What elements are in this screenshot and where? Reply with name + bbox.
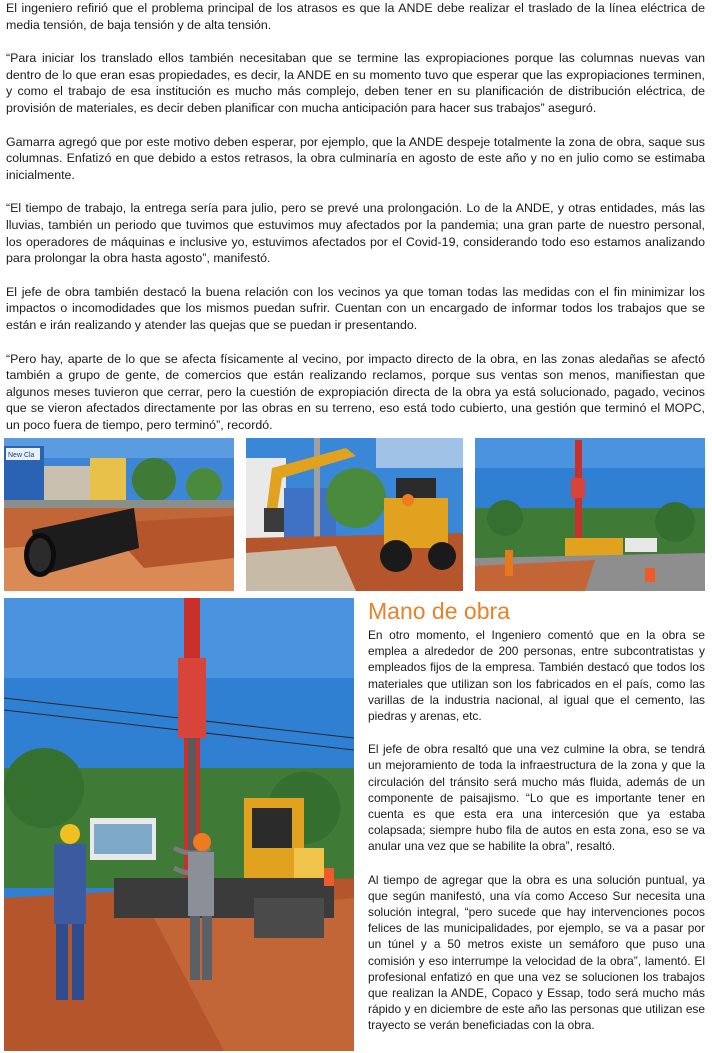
paragraph: En otro momento, el Ingeniero comentó que en la obra se emplea a alrededor de 200 personas, entre subcontratistas y empleados fijos de la empresa. También destacó que todos los materiales que utilizan son los fabricados en el país, como las varillas de la industria nacional, al igual que el cemento, las piedras y arenas, etc. (368, 628, 705, 724)
paragraph: “Pero hay, aparte de lo que se afecta físicamente al vecino, por impacto directo de la obra, en las zonas aledañas se afectó también a grupo de gente, de comercios que están realizando reclamos, porque sus ventas son menos, manifiestan que algunos meses tuvieron que cerrar, pero la cuestión de expropiación directa de la obra ya está solucionado, pagado, vecinos que se vieron afectados directamente por las obras en su terreno, eso está todo cubierto, una gestión que terminó el MOPC, un poco fuera de tiempo, pero terminó”, recordó. (6, 351, 705, 432)
paragraph: “Para iniciar los translado ellos también necesitaban que se termine las expropiaciones porque las columnas nuevas van dentro de lo que eran esas propiedades, es decir, la ANDE en su momento tuvo que esperar que las expropiaciones terminen, y como el trabajo de esa institución es mucho más complejo, deben tener en su planificación de distribución eléctrica, de provisión de materiales, es decir deben planificar con mucha anticipación para hacer sus trabajos” aseguró. (6, 51, 705, 115)
paragraph: El ingeniero refirió que el problema principal de los atrasos es que la ANDE debe realizar el traslado de la línea eléctrica de media tensión, de baja tensión y de alta tensión. (6, 1, 705, 32)
paragraph: Gamarra agregó que por este motivo deben esperar, por ejemplo, que la ANDE despeje totalmente la zona de obra, saque sus columnas. Enfatizó en que debido a estos retrasos, la obra culminaría en agosto de este año y no en julio como se estimaba inicialmente. (6, 134, 705, 182)
paragraph: Al tiempo de agregar que la obra es una solución puntual, ya que según manifestó, una vía como Acceso Sur necesita una solución integral, “pero sucede que hay intervenciones pocos felices de las municipalidades, por ejemplo, se va a pasar por un túnel y a 50 metros existe un semáforo que puso una comisión y eso interrumpe la velocidad de la obra”, lamentó. El profesional enfatizó en que una vez se solucionen los trabajos que realizan la ANDE, Copaco y Essap, todo será mucho más rápido y en diciembre de este año las personas que utilizan ese trayecto se verán beneficiadas con la obra. (368, 872, 705, 1033)
paragraph: El jefe de obra resaltó que una vez culmine la obra, se tendrá un mejoramiento de toda la infraestructura de la zona y que la circulación del tránsito será mucho más fluida, además de un componente de paisajismo. “Lo que es importante tener en cuenta es que esta era una intercesión que ya estaba colapsada; siempre hubo fila de autos en esta zona, eso se va anular una vez que se habilite la obra”, resaltó. (368, 742, 705, 854)
section-mano-de-obra (368, 597, 705, 1051)
photo-pile-rig-workers (4, 598, 354, 1051)
paragraph: “El tiempo de trabajo, la entrega sería para julio, pero se prevé una prolongación. Lo de la ANDE, y otras entidades, más las lluvias, también un periodo que tuvimos que estuvimos muy afectados por la pandemia; una gran parte de nuestro personal, los operadores de máquinas e inclusive yo, estuvimos afectados por el Covid-19, considerando todo eso estamos analizando para prolongar la obra hasta agosto”, manifestó. (6, 201, 705, 266)
shop-sign: New Cla (8, 452, 35, 459)
photo-backhoe (246, 438, 463, 591)
paragraph: El jefe de obra también destacó la buena relación con los vecinos ya que toman todas las medidas con el fin minimizar los impactos o incomodidades que los mismos puedan sufrir. Cuentan con un encargado de informar todos los trabajos que se están e irán realizando y atender las quejas que se puedan ir presentando. (6, 284, 705, 332)
article-top-text (6, 0, 705, 450)
photo-pipe-street (4, 438, 234, 591)
section-heading: Mano de obra (368, 598, 510, 624)
photo-pile-rig-wide (475, 438, 705, 591)
